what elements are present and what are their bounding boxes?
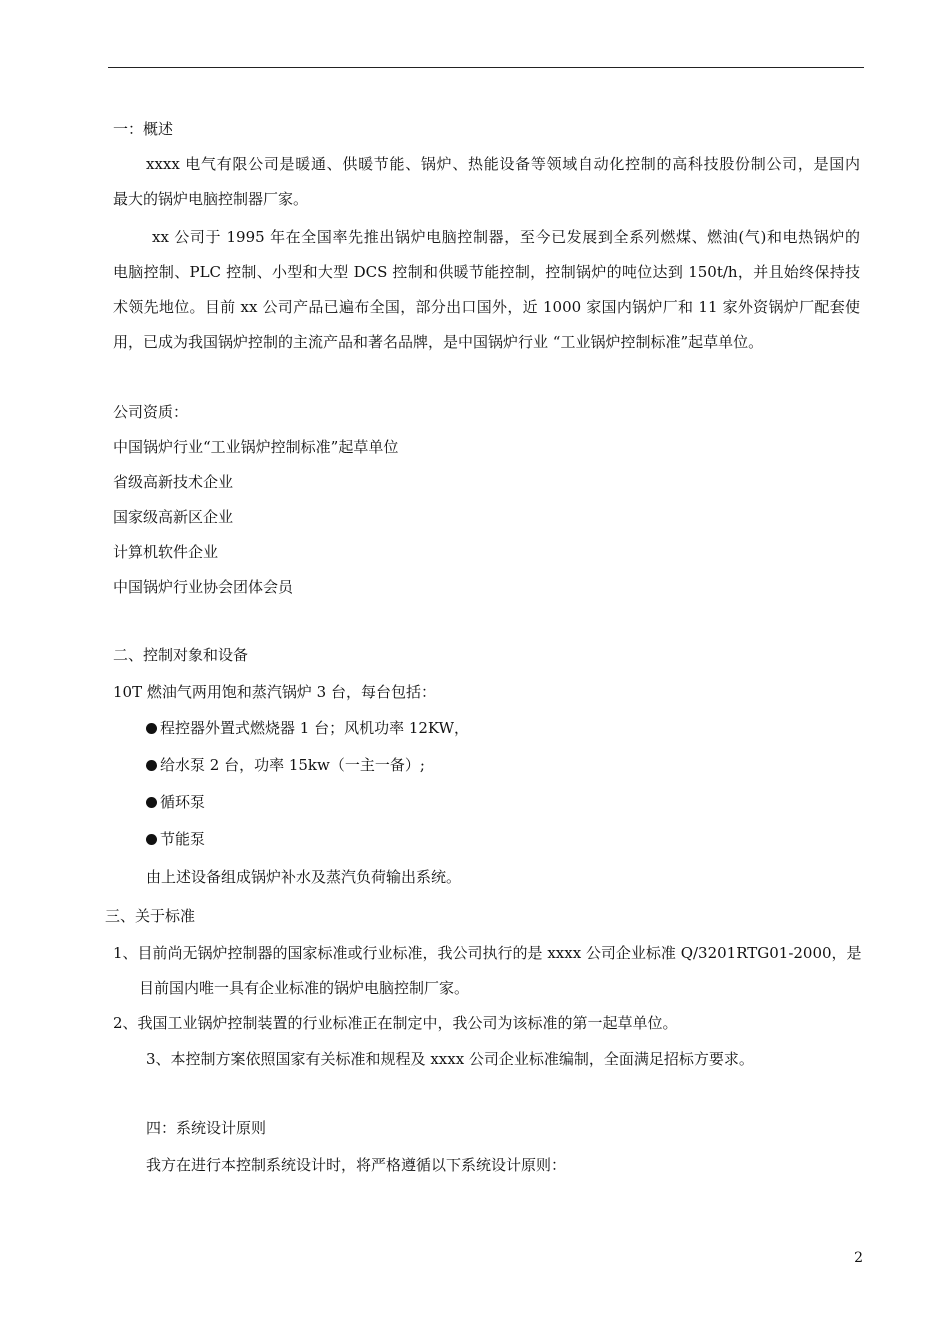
standard-item-2: 2、我国工业锅炉控制装置的行业标准正在制定中，我公司为该标准的第一起草单位。 xyxy=(113,1014,678,1032)
qualification-item: 中国锅炉行业“工业锅炉控制标准”起草单位 xyxy=(113,438,399,456)
bullet-icon xyxy=(146,723,157,734)
bullet-icon xyxy=(146,760,157,771)
equipment-bullet xyxy=(146,829,205,849)
qualification-item: 计算机软件企业 xyxy=(113,543,219,561)
bullet-text: 给水泵 2 台，功率 15kw（一主一备）; xyxy=(160,756,425,774)
equipment-bullet xyxy=(146,718,469,738)
standard-item-1-line-1: 1、目前尚无锅炉控制器的国家标准或行业标准，我公司执行的是 xxxx 公司企业标准 Q/3201RTG01-2000，是 xyxy=(113,944,862,962)
page-number: 2 xyxy=(854,1250,863,1266)
bullet-icon xyxy=(146,834,157,845)
section-2-heading: 二、控制对象和设备 xyxy=(113,646,249,664)
standard-item-3: 3、本控制方案依照国家有关标准和规程及 xxxx 公司企业标准编制，全面满足招标方要求。 xyxy=(146,1050,754,1068)
header-rule xyxy=(108,67,864,68)
paragraph-2-line-4: 用，已成为我国锅炉控制的主流产品和著名品牌，是中国锅炉行业 “工业锅炉控制标准”起草单位。 xyxy=(113,333,764,351)
design-principles-intro: 我方在进行本控制系统设计时，将严格遵循以下系统设计原则： xyxy=(146,1156,567,1174)
equipment-bullet xyxy=(146,792,205,812)
equipment-summary: 由上述设备组成锅炉补水及蒸汽负荷输出系统。 xyxy=(146,868,462,886)
equipment-intro: 10T 燃油气两用饱和蒸汽锅炉 3 台，每台包括： xyxy=(113,683,436,701)
paragraph-1-line-1: xxxx 电气有限公司是暖通、供暖节能、锅炉、热能设备等领域自动化控制的高科技股份制公司，是国内 xyxy=(146,155,860,173)
bullet-text: 循环泵 xyxy=(160,793,206,811)
qualifications-heading: 公司资质： xyxy=(113,403,189,421)
paragraph-2-line-2: 电脑控制、PLC 控制、小型和大型 DCS 控制和供暖节能控制，控制锅炉的吨位达到 150t/h，并且始终保持技 xyxy=(113,263,860,281)
qualification-item: 中国锅炉行业协会团体会员 xyxy=(113,578,294,596)
bullet-icon xyxy=(146,797,157,808)
section-3-heading: 三、关于标准 xyxy=(105,907,196,925)
paragraph-2-line-1: xx 公司于 1995 年在全国率先推出锅炉电脑控制器，至今已发展到全系列燃煤、燃油(气)和电热锅炉的 xyxy=(152,228,860,246)
qualification-item: 国家级高新区企业 xyxy=(113,508,234,526)
equipment-bullet xyxy=(146,755,425,775)
section-4-heading: 四：系统设计原则 xyxy=(146,1119,267,1137)
paragraph-2-line-3: 术领先地位。目前 xx 公司产品已遍布全国，部分出口国外，近 1000 家国内锅炉厂和 11 家外资锅炉厂配套使 xyxy=(113,298,860,316)
bullet-text: 程控器外置式燃烧器 1 台；风机功率 12KW， xyxy=(160,719,470,737)
standard-item-1-line-2: 目前国内唯一具有企业标准的锅炉电脑控制厂家。 xyxy=(139,979,470,997)
qualification-item: 省级高新技术企业 xyxy=(113,473,234,491)
paragraph-1-line-2: 最大的锅炉电脑控制器厂家。 xyxy=(113,190,309,208)
section-1-heading: 一：概述 xyxy=(113,120,174,138)
bullet-text: 节能泵 xyxy=(160,830,206,848)
